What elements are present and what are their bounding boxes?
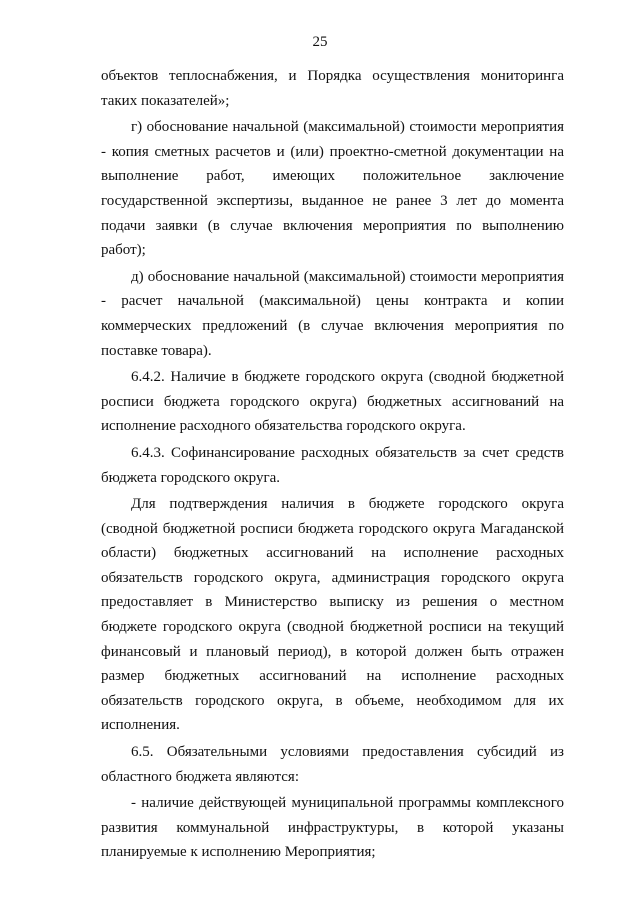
paragraph-6-4-3: 6.4.3. Софинансирование расходных обязательств за счет средств бюджета городского округа. (101, 444, 564, 486)
page-number: 25 (312, 34, 328, 50)
paragraph-6-4-2: 6.4.2. Наличие в бюджете городского округа (сводной бюджетной росписи бюджета городского округа) бюджетных ассигнований на исполнение расходного обязательства городского округа. (101, 369, 564, 435)
paragraph-continuation: объектов теплоснабжения, и Порядка осуществления мониторинга таких показателей»; (101, 68, 564, 109)
paragraph-item-g: г) обоснование начальной (максимальной) стоимости мероприятия - копия сметных расчетов и (или) проектно-сметной документации на выполнение работ, имеющих положительное заключение государственной экспертизы, выданное не ранее 3 лет до момента подачи заявки (в случае включения мероприятия по выполнению работ); (101, 119, 564, 259)
paragraph-condition-program: - наличие действующей муниципальной программы комплексного развития коммунальной инфраструктуры, в которой указаны планируемые к исполнению Мероприятия; (101, 795, 564, 861)
paragraph-confirmation: Для подтверждения наличия в бюджете городского округа (сводной бюджетной росписи бюджета городского округа Магаданской области) бюджетных ассигнований на исполнение расходных обязательств городского округа, администрация городского округа предоставляет в Министерство выписку из решения о местном бюджете городского округа (сводной бюджетной росписи на текущий финансовый и плановый период), в которой должен быть отражен размер бюджетных ассигнований на исполнение расходных обязательств городского округа, в объеме, необходимом для их исполнения. (101, 496, 564, 734)
paragraph-6-5: 6.5. Обязательными условиями предоставления субсидий из областного бюджета являются: (101, 744, 564, 785)
document-body (101, 64, 564, 865)
paragraph-item-d: д) обоснование начальной (максимальной) стоимости мероприятия - расчет начальной (максимальной) цены контракта и копии коммерческих предложений (в случае включения мероприятия по поставке товара). (101, 268, 564, 359)
